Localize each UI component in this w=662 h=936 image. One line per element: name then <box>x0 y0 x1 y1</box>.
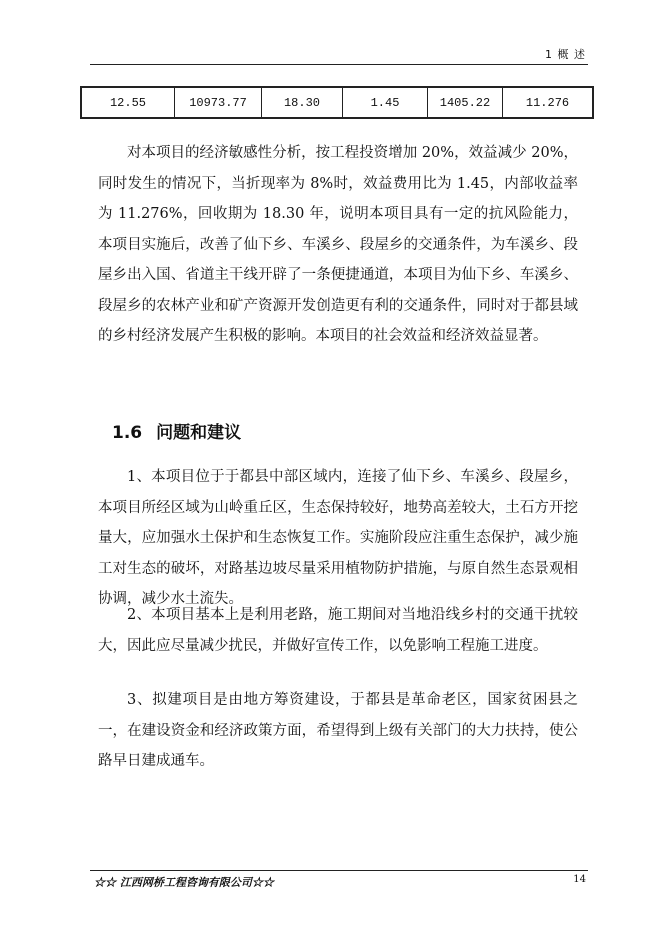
page-number: 14 <box>573 874 586 885</box>
table-cell: 1405.22 <box>428 87 503 118</box>
list-item: 2、本项目基本上是利用老路，施工期间对当地沿线乡村的交通干扰较大，因此应尽量减少扰民，并做好宣传工作，以免影响工程施工进度。 <box>98 607 578 654</box>
table-cell: 11.276 <box>503 87 594 118</box>
list-item: 1、本项目位于于都县中部区域内，连接了仙下乡、车溪乡、段屋乡，本项目所经区域为山岭重丘区，生态保持较好，地势高差较大，土石方开挖量大，应加强水土保护和生态恢复工作。实施阶段应注重生态保护，减少施工对生态的破坏，对路基边坡尽量采用植物防护措施，与原自然生态景观相协调，减少水土流失。 <box>98 469 578 607</box>
header-divider <box>90 64 588 65</box>
table-row <box>81 87 593 118</box>
list-item: 3、拟建项目是由地方筹资建设，于都县是革命老区，国家贫困县之一，在建设资金和经济政策方面，希望得到上级有关部门的大力扶持，使公路早日建成通车。 <box>98 692 578 769</box>
company-name: ☆☆ 江西网桥工程咨询有限公司☆☆ <box>94 876 274 889</box>
economic-indicators-table <box>80 86 594 119</box>
table-cell: 1.45 <box>343 87 428 118</box>
section-heading <box>112 418 241 443</box>
table-cell: 12.55 <box>81 87 175 118</box>
section-title: 问题和建议 <box>156 423 242 443</box>
footer-divider <box>90 870 588 871</box>
chapter-header: 1 概 述 <box>545 48 586 61</box>
table-cell: 18.30 <box>262 87 343 118</box>
table-cell: 10973.77 <box>175 87 262 118</box>
sensitivity-paragraph: 对本项目的经济敏感性分析，按工程投资增加 20%，效益减少 20%，同时发生的情况下，当折现率为 8%时，效益费用比为 1.45，内部收益率为 11.276%，回收期为 18.30 年，说明本项目具有一定的抗风险能力，本项目实施后，改善了仙下乡、车溪乡、段屋乡的交通条件，为车溪乡、段屋乡出入国、省道主干线开辟了一条便捷通道，本项目为仙下乡、车溪乡、段屋乡的农林产业和矿产资源开发创造更有利的交通条件，同时对于都县域的乡村经济发展产生积极的影响。本项目的社会效益和经济效益显著。 <box>98 145 578 344</box>
section-number: 1.6 <box>112 423 143 443</box>
